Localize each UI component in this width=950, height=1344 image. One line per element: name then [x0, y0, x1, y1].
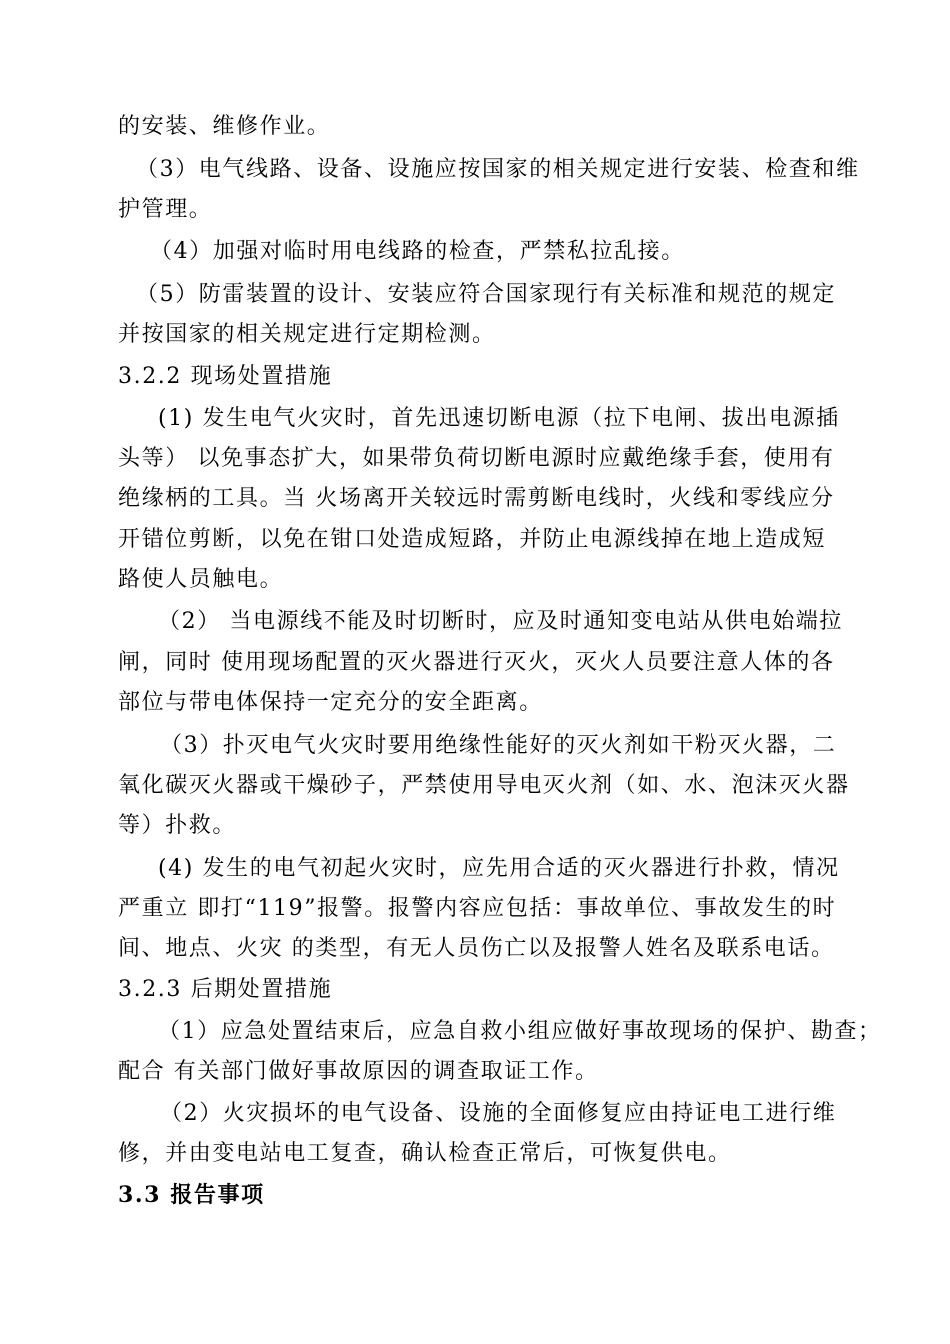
text-line: （5）防雷装置的设计、安装应符合国家现行有关标准和规范的规定: [136, 282, 836, 307]
text-line: 严重立 即打“119”报警。报警内容应包括：事故单位、事故发生的时: [118, 896, 837, 921]
text-line: （1）应急处置结束后，应急自救小组应做好事故现场的保护、勘查；: [158, 1019, 882, 1044]
text-line: 绝缘柄的工具。当 火场离开关较远时需剪断电线时，火线和零线应分: [118, 486, 835, 511]
text-line: (4) 发生的电气初起火灾时，应先用合适的灭火器进行扑救，情况: [158, 856, 840, 881]
text-line: 头等） 以免事态扩大，如果带负荷切断电源时应戴绝缘手套，使用有: [118, 446, 835, 471]
text-line: 路使人员触电。: [118, 567, 284, 592]
section-heading: 3.3 报告事项: [118, 1182, 265, 1208]
text-line: 氧化碳灭火器或干燥砂子，严禁使用导电灭火剂（如、水、泡沫灭火器: [118, 773, 850, 798]
text-line: 配合 有关部门做好事故原因的调查取证工作。: [118, 1059, 599, 1084]
section-heading: 3.2.3 后期处置措施: [118, 977, 333, 1002]
text-line: 等）扑救。: [118, 813, 237, 838]
text-line: （3）电气线路、设备、设施应按国家的相关规定进行安装、检查和维: [136, 157, 860, 182]
text-line: 部位与带电体保持一定充分的安全距离。: [118, 690, 543, 715]
text-line: (1) 发生电气火灾时，首先迅速切断电源（拉下电闸、拔出电源插: [158, 406, 840, 431]
text-line: 护管理。: [118, 197, 213, 222]
text-line: （2） 当电源线不能及时切断时，应及时通知变电站从供电始端拉: [158, 609, 843, 634]
text-line: 并按国家的相关规定进行定期检测。: [118, 322, 496, 347]
text-line: 的安装、维修作业。: [118, 114, 331, 139]
text-line: 开错位剪断，以免在钳口处造成短路，并防止电源线掉在地上造成短: [118, 527, 827, 552]
text-line: （4）加强对临时用电线路的检查，严禁私拉乱接。: [150, 239, 685, 264]
text-line: （3）扑灭电气火灾时要用绝缘性能好的灭火剂如干粉灭火器，二: [160, 733, 837, 758]
text-line: 闸，同时 使用现场配置的灭火器进行灭火，灭火人员要注意人体的各: [118, 650, 835, 675]
section-heading: 3.2.2 现场处置措施: [118, 364, 333, 389]
text-line: 间、地点、火灾 的类型，有无人员伤亡以及报警人姓名及联系电话。: [118, 936, 835, 961]
text-line: （2）火灾损坏的电气设备、设施的全面修复应由持证电工进行维: [160, 1101, 837, 1126]
text-line: 修，并由变电站电工复查，确认检查正常后，可恢复供电。: [118, 1141, 732, 1166]
